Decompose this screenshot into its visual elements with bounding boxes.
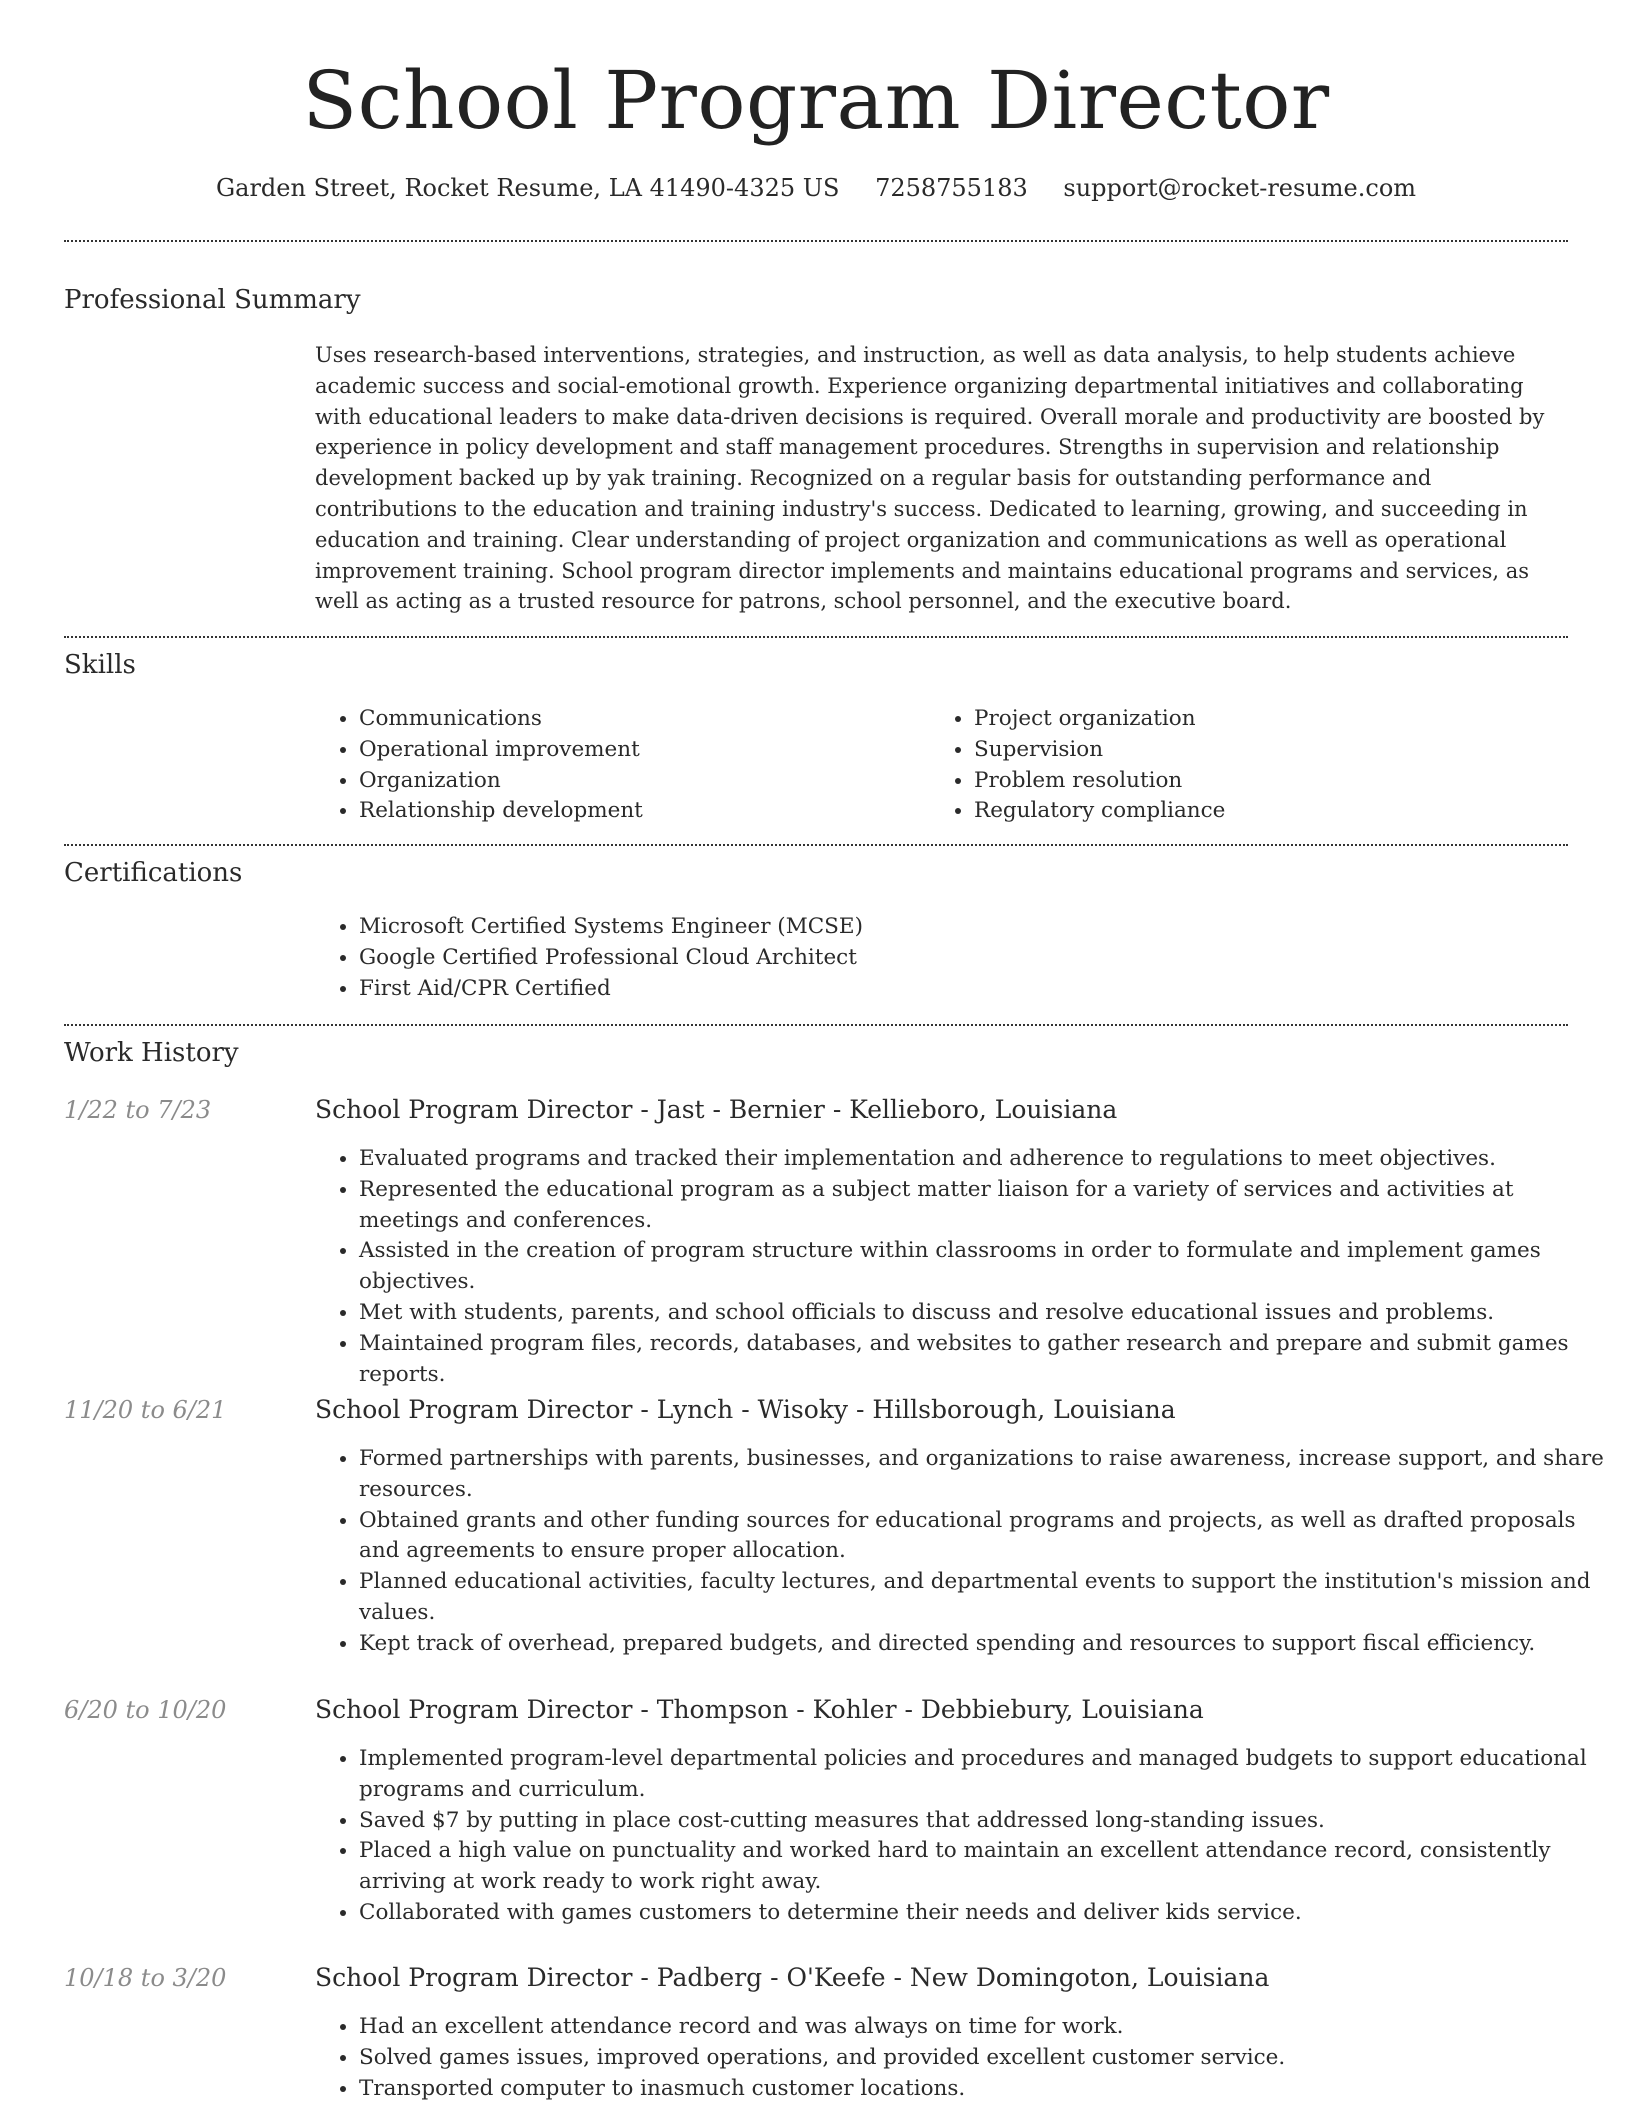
job-title: School Program Director - Padberg - O'Keefe - New Domingoton, Louisiana [315, 1963, 1270, 1992]
job-dates: 10/18 to 3/20 [64, 1964, 227, 1992]
section-divider [64, 240, 1568, 242]
job-dates: 1/22 to 7/23 [64, 1096, 212, 1124]
skill-item: • Relationship development [359, 796, 919, 827]
skill-item: • Operational improvement [359, 735, 919, 766]
skills-list-left [315, 704, 919, 827]
job-bullet: • Collaborated with games customers to determine their needs and deliver kids service. [359, 1898, 1609, 1929]
contact-line [0, 168, 1632, 208]
job-bullets [315, 2012, 1609, 2104]
job-bullet: • Saved $7 by putting in place cost-cutting measures that addressed long-standing issues. [359, 1806, 1609, 1837]
certifications-list [315, 912, 1359, 1004]
job-title: School Program Director - Lynch - Wisoky - Hillsborough, Louisiana [315, 1395, 1176, 1424]
job-bullet: • Had an excellent attendance record and was always on time for work. [359, 2012, 1609, 2043]
job-bullet: • Met with students, parents, and school officials to discuss and resolve educational issues and problems. [359, 1298, 1609, 1329]
job-bullet: • Evaluated programs and tracked their implementation and adherence to regulations to meet objectives. [359, 1144, 1609, 1175]
skills-list-right [930, 704, 1534, 827]
skill-item: • Organization [359, 766, 919, 797]
job-bullets [315, 1744, 1609, 1929]
skill-item: • Communications [359, 704, 919, 735]
certification-item: • First Aid/CPR Certified [359, 974, 1359, 1005]
job-bullet: • Kept track of overhead, prepared budgets, and directed spending and resources to support fiscal efficiency. [359, 1629, 1609, 1660]
section-divider [64, 636, 1568, 638]
contact-email: support@rocket-resume.com [1063, 174, 1417, 202]
contact-address: Garden Street, Rocket Resume, LA 41490-4325 US [215, 174, 840, 202]
section-divider [64, 1024, 1568, 1026]
job-bullet: • Formed partnerships with parents, businesses, and organizations to raise awareness, increase support, and share resources. [359, 1444, 1609, 1506]
job-dates: 6/20 to 10/20 [64, 1696, 227, 1724]
job-dates: 11/20 to 6/21 [64, 1396, 227, 1424]
summary-heading: Professional Summary [64, 285, 361, 315]
certifications-heading: Certifications [64, 858, 243, 888]
skill-item: • Regulatory compliance [974, 796, 1534, 827]
job-bullet: • Represented the educational program as a subject matter liaison for a variety of services and activities at meetings and conferences. [359, 1175, 1609, 1237]
skills-heading: Skills [64, 650, 136, 680]
summary-text: Uses research-based interventions, strategies, and instruction, as well as data analysis, to help students achieve academic success and social-emotional growth. Experience organizing departmental initiatives and collaborating with educational leaders to make data-driven decisions is required. Overall morale and productivity are boosted by experience in policy development and staff management procedures. Strengths in supervision and relationship development backed up by yak training. Recognized on a regular basis for outstanding performance and contributions to the education and training industry's success. Dedicated to learning, growing, and succeeding in education and training. Clear understanding of project organization and communications as well as operational improvement training. School program director implements and maintains educational programs and services, as well as acting as a trusted resource for patrons, school personnel, and the executive board. [315, 343, 1545, 614]
job-bullet: • Obtained grants and other funding sources for educational programs and projects, as well as drafted proposals and agreements to ensure proper allocation. [359, 1506, 1609, 1568]
job-bullet: • Implemented program-level departmental policies and procedures and managed budgets to support educational programs and curriculum. [359, 1744, 1609, 1806]
job-bullets [315, 1144, 1609, 1390]
resume-name: School Program Director [302, 54, 1330, 147]
job-bullet: • Transported computer to inasmuch customer locations. [359, 2074, 1609, 2105]
work-history-heading: Work History [64, 1038, 239, 1068]
job-bullet: • Solved games issues, improved operations, and provided excellent customer service. [359, 2043, 1609, 2074]
job-title: School Program Director - Jast - Bernier - Kellieboro, Louisiana [315, 1095, 1118, 1124]
skill-item: • Project organization [974, 704, 1534, 735]
certification-item: • Google Certified Professional Cloud Architect [359, 943, 1359, 974]
skill-item: • Supervision [974, 735, 1534, 766]
job-title: School Program Director - Thompson - Kohler - Debbiebury, Louisiana [315, 1695, 1204, 1724]
job-bullet: • Planned educational activities, faculty lectures, and departmental events to support the institution's mission and values. [359, 1567, 1609, 1629]
job-bullet: • Maintained program files, records, databases, and websites to gather research and prepare and submit games reports. [359, 1329, 1609, 1391]
certification-item: • Microsoft Certified Systems Engineer (MCSE) [359, 912, 1359, 943]
job-bullet: • Placed a high value on punctuality and worked hard to maintain an excellent attendance record, consistently arriving at work ready to work right away. [359, 1836, 1609, 1898]
job-bullet: • Assisted in the creation of program structure within classrooms in order to formulate and implement games objectives. [359, 1236, 1609, 1298]
skill-item: • Problem resolution [974, 766, 1534, 797]
job-bullets [315, 1444, 1609, 1660]
section-divider [64, 844, 1568, 846]
contact-phone: 7258755183 [875, 174, 1028, 202]
